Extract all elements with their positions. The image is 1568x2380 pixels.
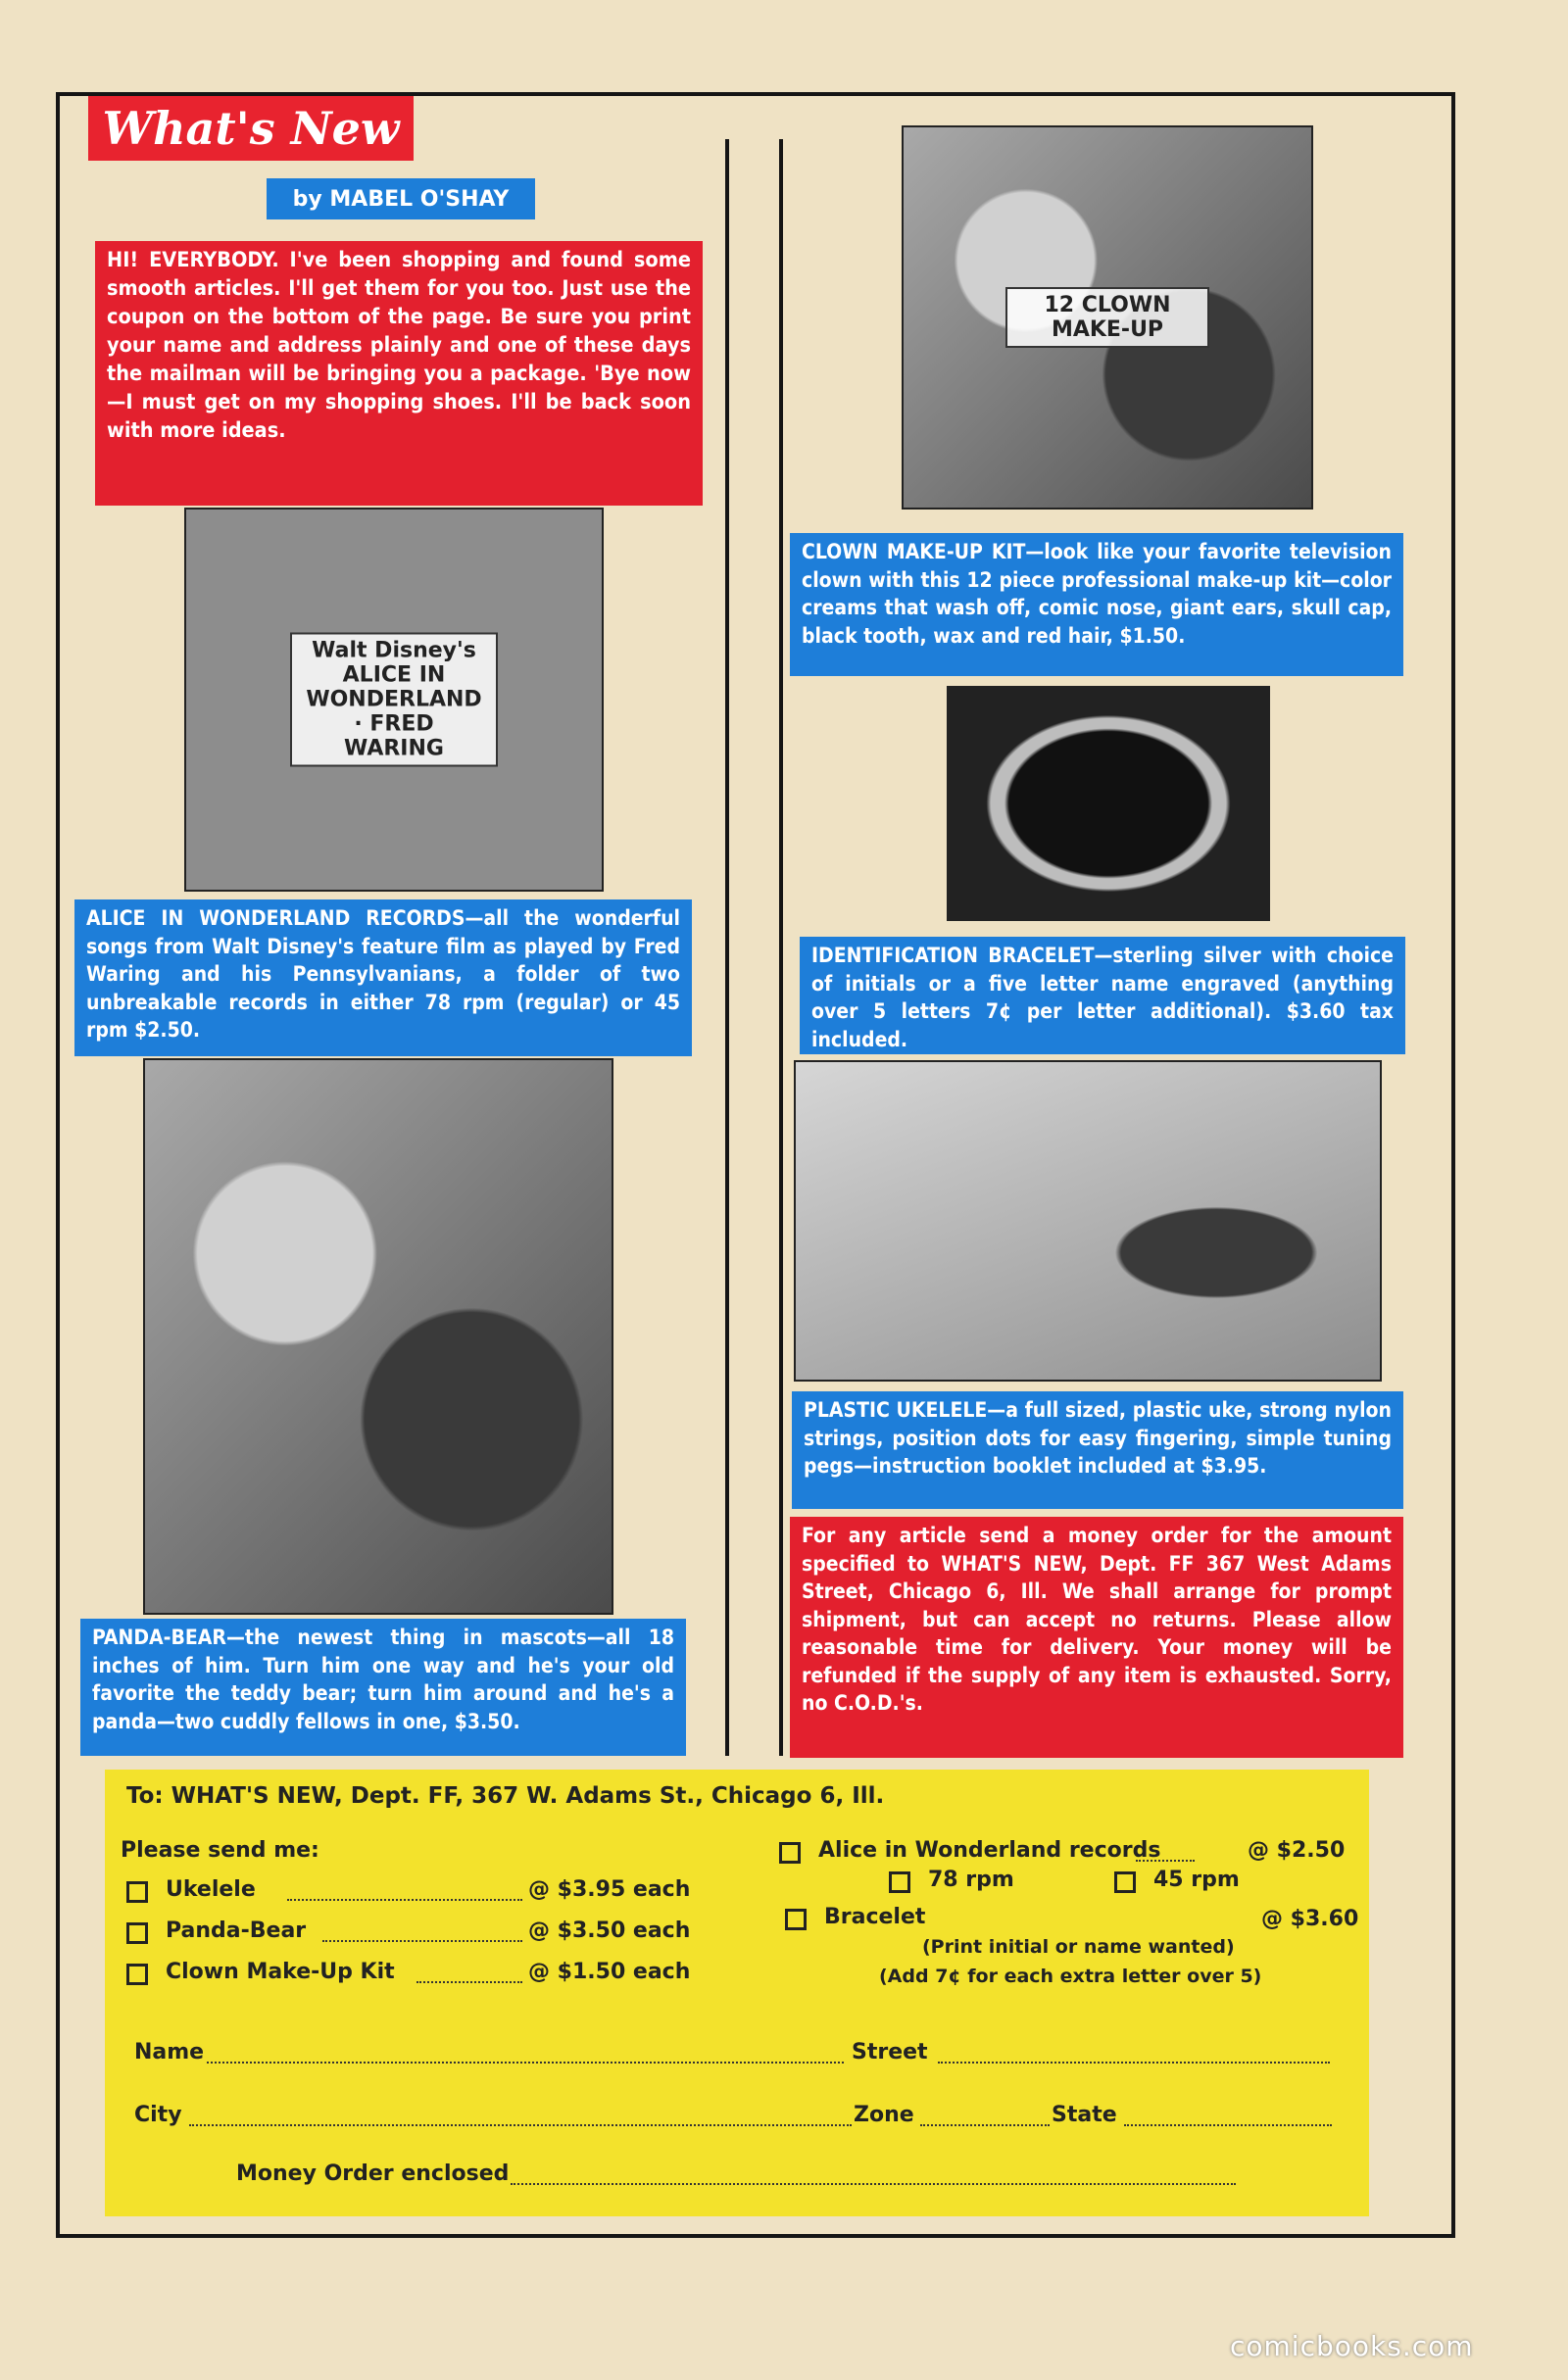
money-order-field[interactable] xyxy=(511,2183,1236,2185)
bracelet-price: @ $3.60 xyxy=(1261,1907,1359,1931)
clown-kit-leader xyxy=(416,1981,522,1983)
clown-kit-label: Clown Make-Up Kit xyxy=(166,1960,395,1984)
rpm-45-label: 45 rpm xyxy=(1153,1868,1240,1892)
panda-bear-price: @ $3.50 each xyxy=(528,1919,691,1943)
alice-records-photo xyxy=(184,508,604,892)
ukelele-leader xyxy=(287,1899,522,1901)
ukelele-checkbox[interactable] xyxy=(126,1881,148,1903)
clown-kit-photo-text: 12 CLOWN MAKE-UP xyxy=(1005,287,1209,348)
clown-kit-caption: CLOWN MAKE-UP KIT—look like your favorite television clown with this 12 piece professional make-up kit—color creams that wash off, comic nose, giant ears, skull cap, black tooth, wax and red hair, $1.50. xyxy=(790,533,1403,676)
panda-bear-leader xyxy=(322,1940,522,1942)
bracelet-caption: IDENTIFICATION BRACELET—sterling silver with choice of initials or a five letter name engraved (anything over 5 letters 7¢ per letter additional). $3.60 tax included. xyxy=(800,937,1405,1054)
page-title: What's New xyxy=(88,96,414,161)
clown-kit-price: @ $1.50 each xyxy=(528,1960,691,1984)
bracelet-checkbox[interactable] xyxy=(785,1909,807,1930)
alice-records-photo-text: Walt Disney's ALICE IN WONDERLAND · FRED WARING xyxy=(290,633,498,767)
alice-records-leader xyxy=(1136,1860,1195,1862)
panda-bear-checkbox[interactable] xyxy=(126,1922,148,1944)
rpm-45-checkbox[interactable] xyxy=(1114,1871,1136,1893)
panda-bear-label: Panda-Bear xyxy=(166,1919,307,1943)
alice-records-label: Alice in Wonderland records xyxy=(818,1838,1161,1863)
intro-text: HI! EVERYBODY. I've been shopping and found some smooth articles. I'll get them for you too. Just use the coupon on the bottom of the page. Be sure you print your name and address plainly and one of these days the mailman will be bringing you a package. 'Bye now—I must get on my shopping shoes. I'll be back soon with more ideas. xyxy=(95,241,703,506)
money-order-field-label: Money Order enclosed xyxy=(236,2161,510,2186)
clown-kit-photo xyxy=(902,125,1313,510)
alice-records-caption: ALICE IN WONDERLAND RECORDS—all the wonderful songs from Walt Disney's feature film as played by Fred Waring and his Pennsylvanians, a folder of two unbreakable records in either 78 rpm (regular) or 45 rpm $2.50. xyxy=(74,899,692,1056)
panda-bear-caption: PANDA-BEAR—the newest thing in mascots—all 18 inches of him. Turn him one way and he's your old favorite the teddy bear; turn him around and he's a panda—two cuddly fellows in one, $3.50. xyxy=(80,1619,686,1756)
street-field-label: Street xyxy=(852,2040,928,2064)
column-divider-left xyxy=(725,139,729,1756)
bracelet-note-name: (Print initial or name wanted) xyxy=(922,1936,1235,1958)
street-field[interactable] xyxy=(938,2062,1330,2064)
order-coupon xyxy=(105,1770,1369,2216)
zone-field-label: Zone xyxy=(854,2103,914,2127)
bracelet-note-extra: (Add 7¢ for each extra letter over 5) xyxy=(879,1966,1262,1987)
ukelele-price: @ $3.95 each xyxy=(528,1877,691,1902)
bracelet-photo xyxy=(947,686,1270,921)
alice-records-checkbox[interactable] xyxy=(779,1842,801,1864)
ukelele-caption: PLASTIC UKELELE—a full sized, plastic uke, strong nylon strings, position dots for easy fingering, simple tuning pegs—instruction booklet included at $3.95. xyxy=(792,1391,1403,1509)
name-field[interactable] xyxy=(207,2062,844,2064)
rpm-78-checkbox[interactable] xyxy=(889,1871,910,1893)
watermark: comicbooks.com xyxy=(1230,2330,1474,2362)
coupon-address: To: WHAT'S NEW, Dept. FF, 367 W. Adams St., Chicago 6, Ill. xyxy=(126,1783,885,1809)
rpm-78-label: 78 rpm xyxy=(928,1868,1014,1892)
name-field-label: Name xyxy=(134,2040,205,2064)
bracelet-label: Bracelet xyxy=(824,1905,926,1929)
ukelele-photo xyxy=(794,1060,1382,1382)
city-field-label: City xyxy=(134,2103,182,2127)
order-instructions: For any article send a money order for the amount specified to WHAT'S NEW, Dept. FF 367 West Adams Street, Chicago 6, Ill. We shall arrange for prompt shipment, but can accept no returns. Please allow reasonable time for delivery. Your money will be refunded if the supply of any item is exhausted. Sorry, no C.O.D.'s. xyxy=(790,1517,1403,1758)
panda-bear-photo xyxy=(143,1058,613,1615)
alice-records-price: @ $2.50 xyxy=(1248,1838,1346,1863)
state-field[interactable] xyxy=(1124,2124,1332,2126)
coupon-please-send: Please send me: xyxy=(121,1838,319,1863)
state-field-label: State xyxy=(1052,2103,1117,2127)
ukelele-label: Ukelele xyxy=(166,1877,256,1902)
clown-kit-checkbox[interactable] xyxy=(126,1964,148,1985)
byline: by MABEL O'SHAY xyxy=(267,178,535,219)
column-divider-right xyxy=(779,139,783,1756)
zone-field[interactable] xyxy=(920,2124,1050,2126)
city-field[interactable] xyxy=(189,2124,852,2126)
